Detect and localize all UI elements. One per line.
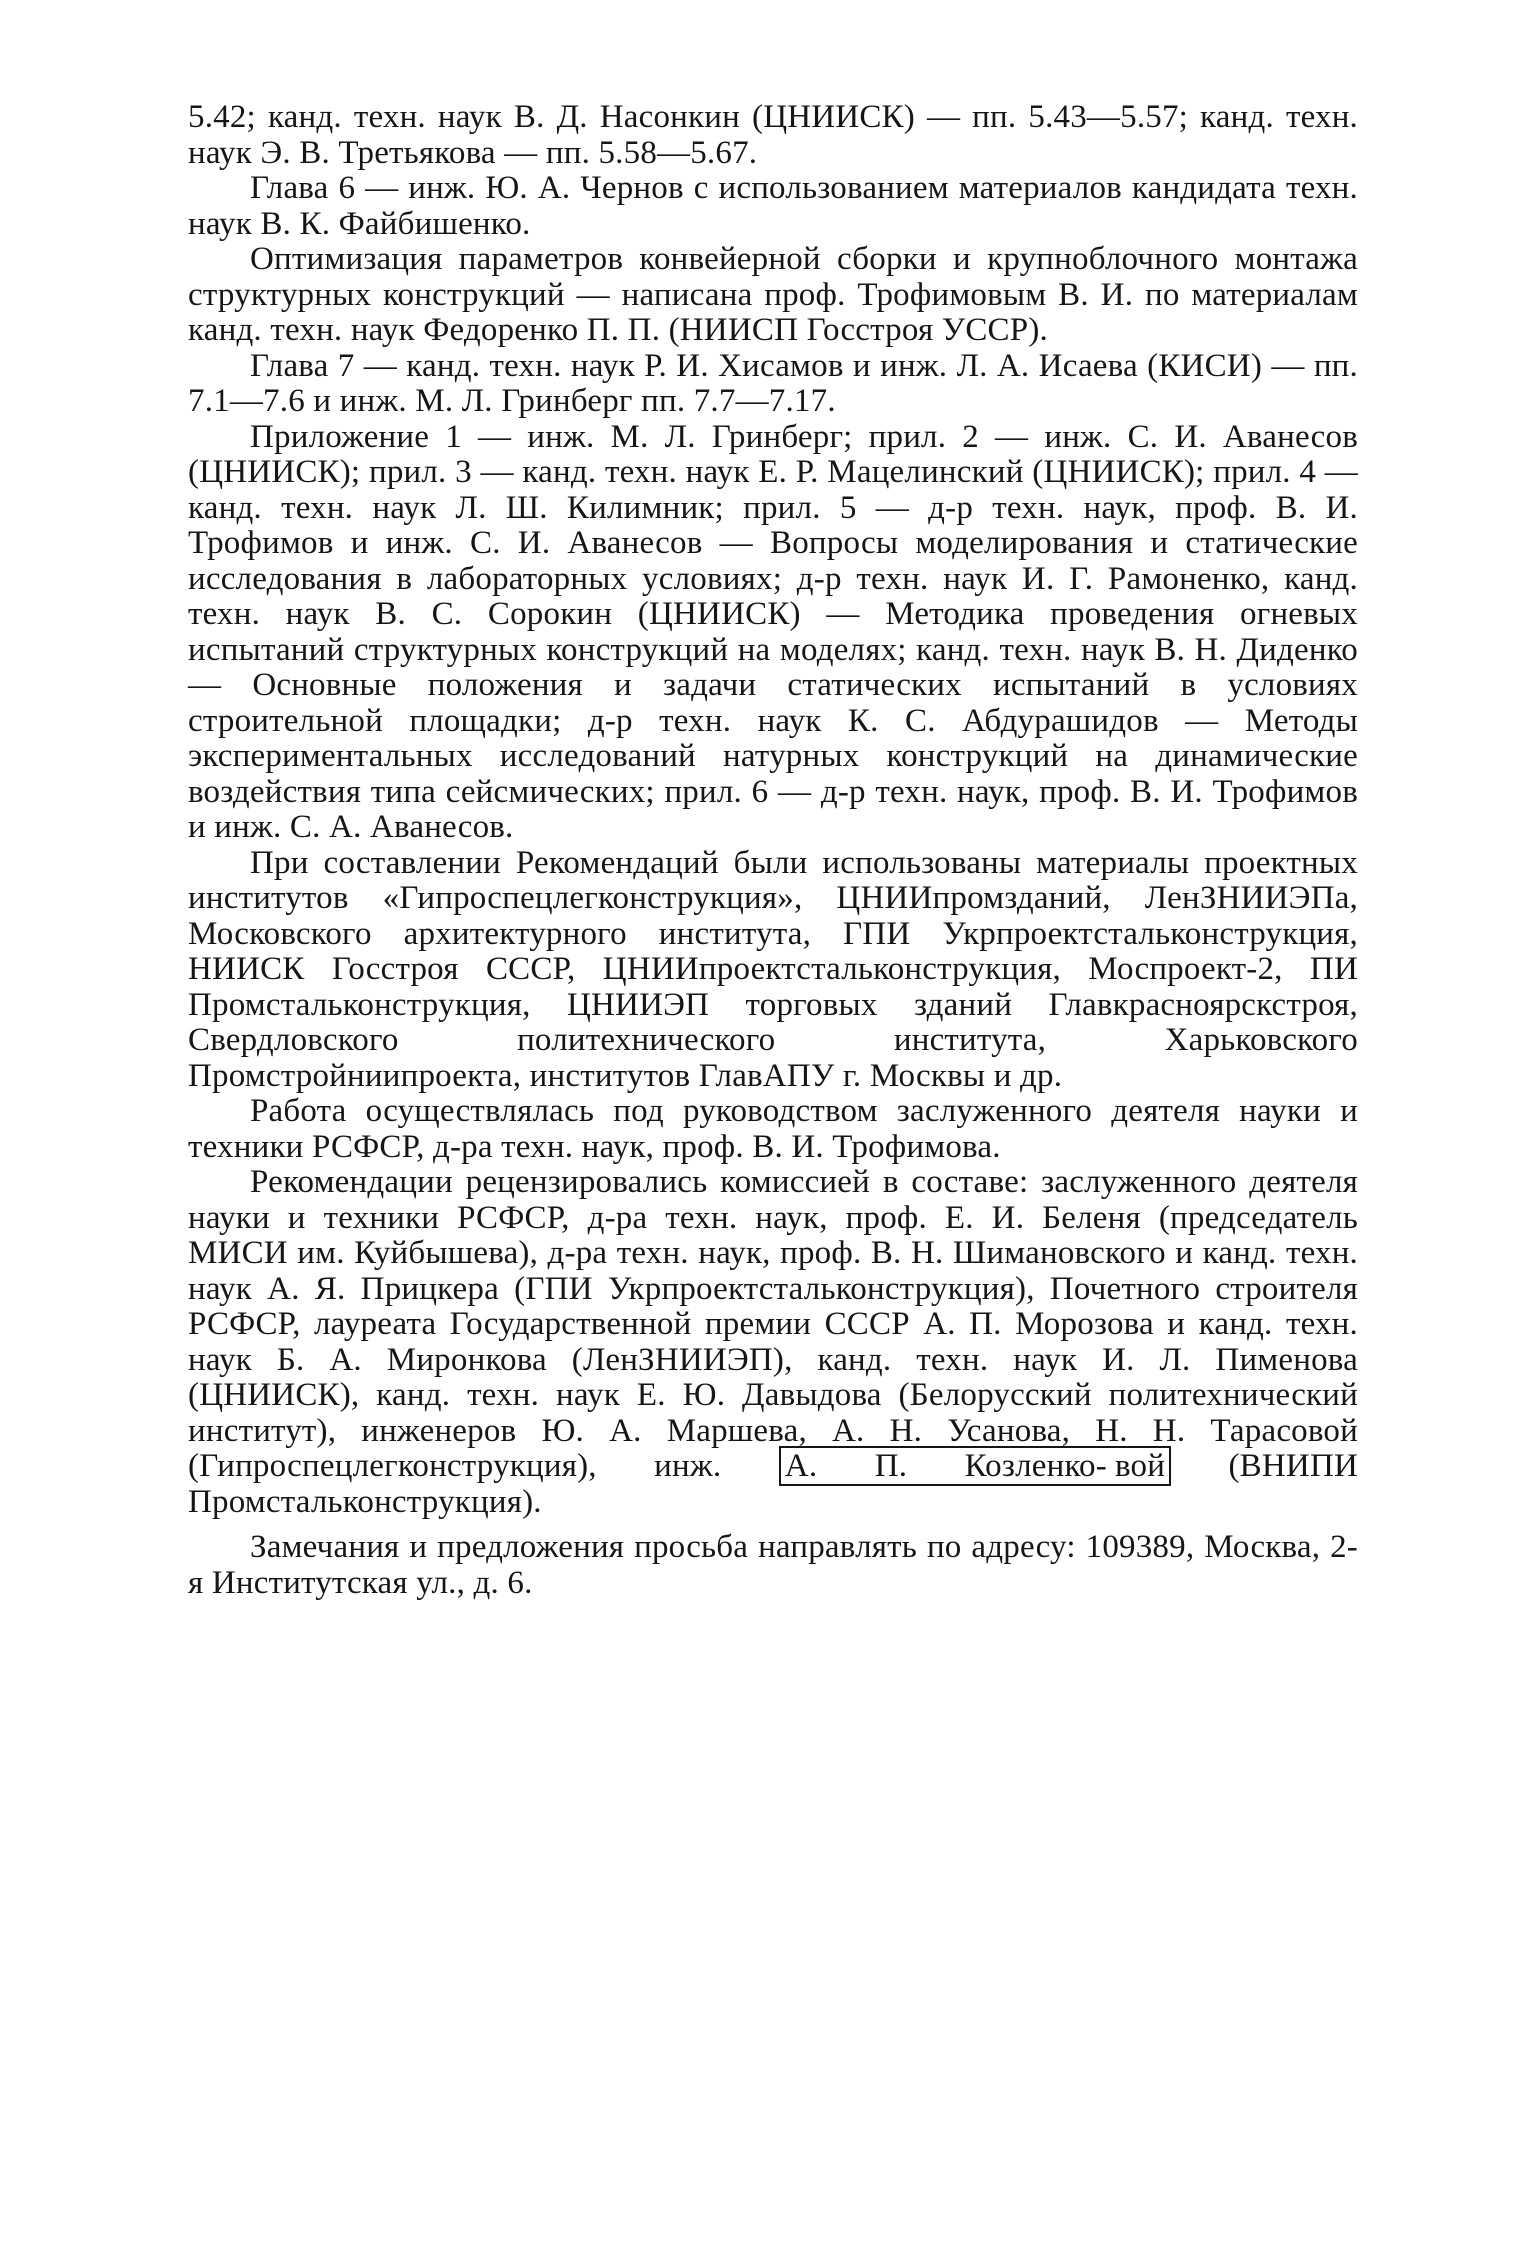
- paragraph-optimization: Оптимизация параметров конвейерной сборки и крупноблочного монтажа структурных конструкций — написана проф. Трофимовым В. И. по материалам канд. техн. наук Федоренко П. П. (НИИСП Госстроя УССР).: [188, 241, 1358, 348]
- paragraph-authors-section5: 5.42; канд. техн. наук В. Д. Насонкин (ЦНИИСК) — пп. 5.43—5.57; канд. техн. наук Э. В. Третьякова — пп. 5.58—5.67.: [188, 99, 1358, 171]
- reviewers-text: Рекомендации рецензировались комиссией в составе: заслуженного деятеля науки и техники РСФСР, д-ра техн. наук, проф. Е. И. Беленя (председатель МИСИ им. Куйбышева), д-ра техн. наук, проф. В. Н. Шимановского и канд. техн. наук А. Я. Прицкера (ГПИ Укрпроектстальконструкция), Почетного строителя РСФСР, лауреата Государственной премии СССР А. П. Морозова и канд. техн. наук Б. А. Миронкова (ЛенЗНИИЭП), канд. техн. наук И. Л. Пименова (ЦНИИСК), канд. техн. наук Е. Ю. Давыдова (Белорусский политехнический институт), инженеров Ю. А. Маршева, А. Н. Усанова, Н. Н. Тарасовой (Гипроспецлегконструкция), инж.: [188, 1164, 1358, 1484]
- paragraph-chapter6: Глава 6 — инж. Ю. А. Чернов с использованием материалов кандидата техн. наук В. К. Файбишенко.: [188, 170, 1358, 242]
- paragraph-appendices: Приложение 1 — инж. М. Л. Гринберг; прил. 2 — инж. С. И. Аванесов (ЦНИИСК); прил. 3 — канд. техн. наук Е. Р. Мацелинский (ЦНИИСК); прил. 4 — канд. техн. наук Л. Ш. Килимник; прил. 5 — д-р техн. наук, проф. В. И. Трофимов и инж. С. И. Аванесов — Вопросы моделирования и статические исследования в лабораторных условиях; д-р техн. наук И. Г. Рамоненко, канд. техн. наук В. С. Сорокин (ЦНИИСК) — Методика проведения огневых испытаний структурных конструкций на моделях; канд. техн. наук В. Н. Диденко — Основные положения и задачи статических испытаний в условиях строительной площадки; д-р техн. наук К. С. Абдурашидов — Методы экспериментальных исследований натурных конструкций на динамические воздействия типа сейсмических; прил. 6 — д-р техн. наук, проф. В. И. Трофимов и инж. С. А. Аванесов.: [188, 418, 1358, 845]
- paragraph-address: Замечания и предложения просьба направлять по адресу: 109389, Москва, 2-я Институтская ул., д. 6.: [188, 1529, 1358, 1601]
- memorial-name-box-continued: вой: [1111, 1446, 1171, 1486]
- paragraph-supervision: Работа осуществлялась под руководством заслуженного деятеля науки и техники РСФСР, д-ра техн. наук, проф. В. И. Трофимова.: [188, 1093, 1358, 1165]
- paragraph-institutes: При составлении Рекомендаций были использованы материалы проектных институтов «Гипроспецлегконструкция», ЦНИИпромзданий, ЛенЗНИИЭПа, Московского архитектурного института, ГПИ Укрпроектстальконструкция, НИИСК Госстроя СССР, ЦНИИпроектстальконструкция, Моспроект-2, ПИ Промстальконструкция, ЦНИИЭП торговых зданий Главкрасноярскстроя, Свердловского политехнического института, Харьковского Промстройниипроекта, институтов ГлавАПУ г. Москвы и др.: [188, 844, 1358, 1094]
- paragraph-reviewers: [188, 1165, 1358, 1520]
- memorial-name-box: А. П. Козленко-: [779, 1446, 1111, 1486]
- reviewers-text-end: (ВНИПИ Промстальконструкция).: [188, 1448, 1359, 1520]
- paragraph-chapter7: Глава 7 — канд. техн. наук Р. И. Хисамов и инж. Л. А. Исаева (КИСИ) — пп. 7.1—7.6 и инж. М. Л. Гринберг пп. 7.7—7.17.: [188, 347, 1358, 419]
- document-page: [188, 100, 1358, 1601]
